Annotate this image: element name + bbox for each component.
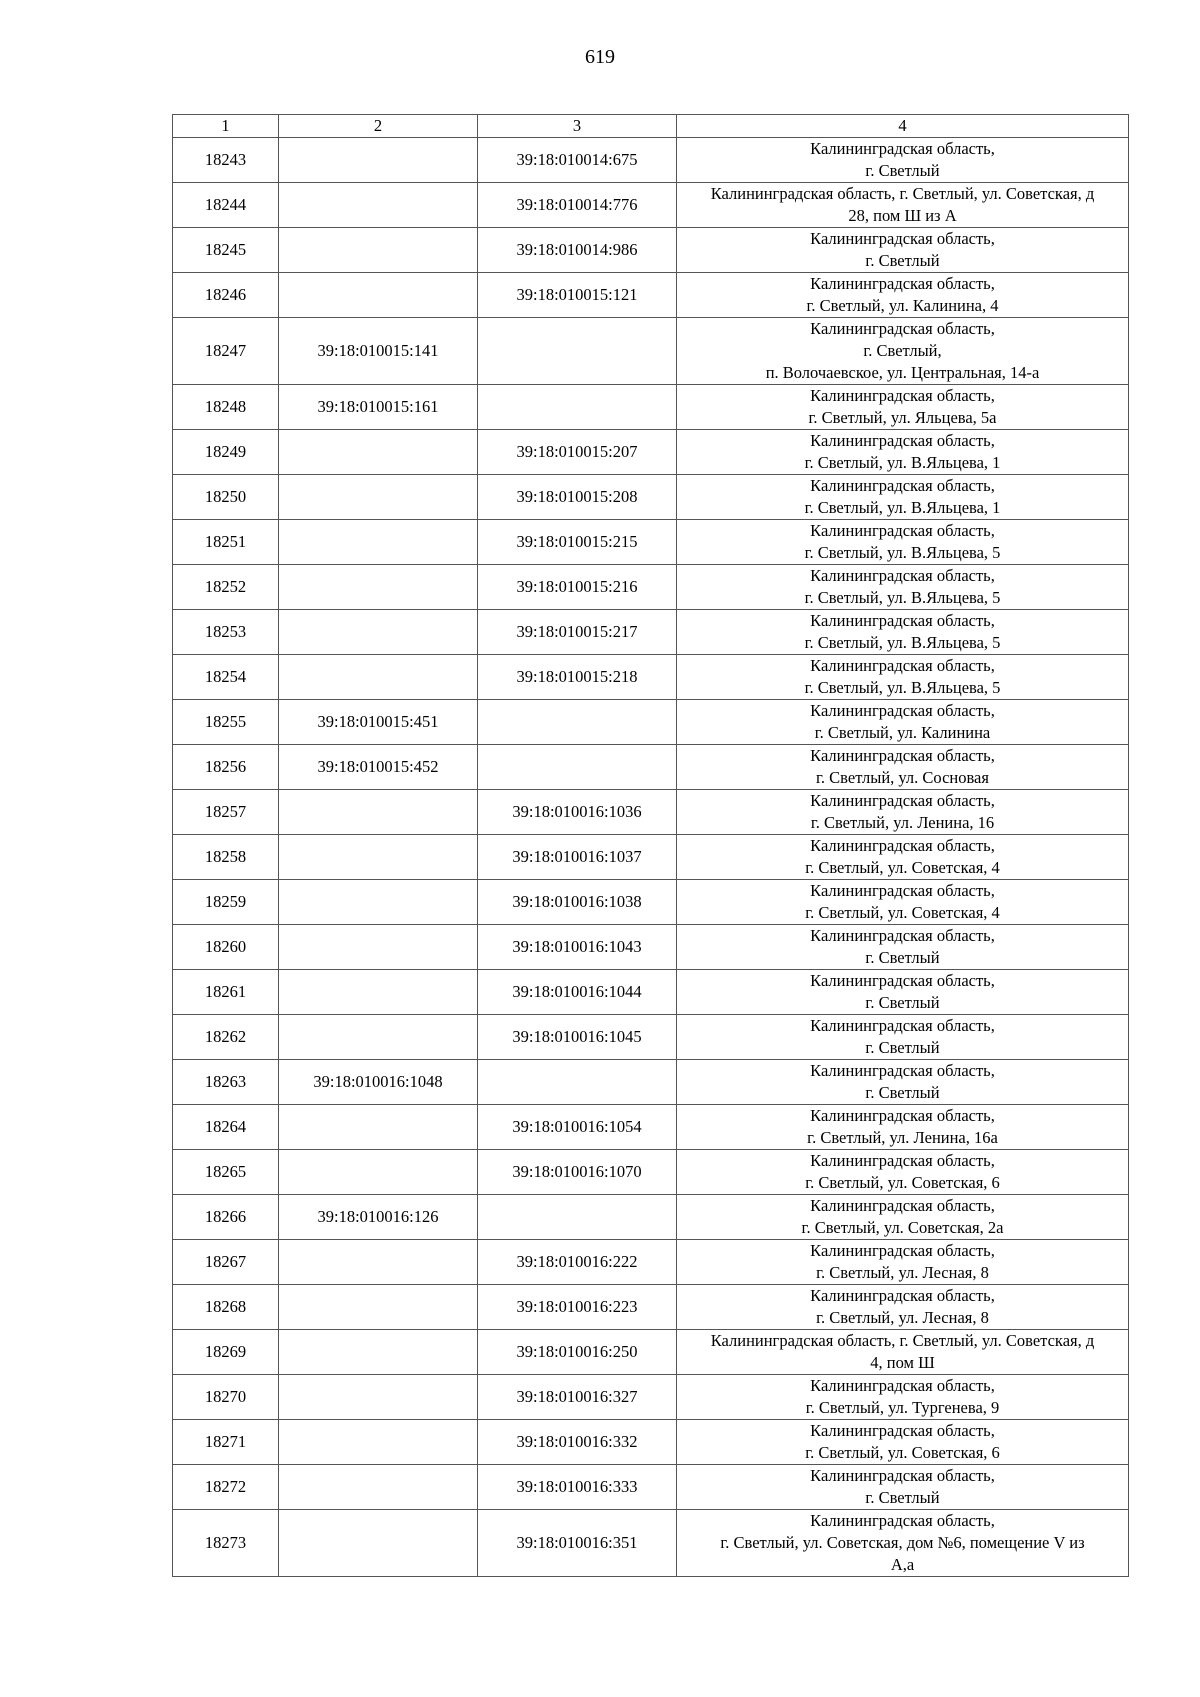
row-number: 18268 xyxy=(173,1285,279,1330)
row-number: 18249 xyxy=(173,430,279,475)
table-row xyxy=(173,880,1129,925)
row-number: 18244 xyxy=(173,183,279,228)
address: Калининградская область, г. Светлый, ул. Советская, 6 xyxy=(677,1420,1129,1465)
cadastral-number-col2 xyxy=(279,880,478,925)
table-row xyxy=(173,655,1129,700)
page-number: 619 xyxy=(585,46,615,68)
cadastral-number-col3: 39:18:010015:216 xyxy=(478,565,677,610)
cadastral-number-col2 xyxy=(279,520,478,565)
cadastral-number-col2 xyxy=(279,1015,478,1060)
cadastral-number-col3 xyxy=(478,1195,677,1240)
table-row xyxy=(173,700,1129,745)
address: Калининградская область, г. Светлый, ул. Ленина, 16а xyxy=(677,1105,1129,1150)
row-number: 18260 xyxy=(173,925,279,970)
table-row xyxy=(173,273,1129,318)
table-row xyxy=(173,745,1129,790)
cadastral-number-col2 xyxy=(279,475,478,520)
cadastral-number-col3: 39:18:010016:351 xyxy=(478,1510,677,1577)
table-row xyxy=(173,790,1129,835)
address: Калининградская область, г. Светлый, ул. Калинина, 4 xyxy=(677,273,1129,318)
row-number: 18273 xyxy=(173,1510,279,1577)
cadastral-number-col2 xyxy=(279,1510,478,1577)
cadastral-number-col3: 39:18:010015:208 xyxy=(478,475,677,520)
cadastral-number-col2 xyxy=(279,610,478,655)
row-number: 18266 xyxy=(173,1195,279,1240)
table-row xyxy=(173,1330,1129,1375)
cadastral-number-col3: 39:18:010015:218 xyxy=(478,655,677,700)
cadastral-number-col3: 39:18:010016:1070 xyxy=(478,1150,677,1195)
cadastral-number-col3: 39:18:010016:223 xyxy=(478,1285,677,1330)
row-number: 18243 xyxy=(173,138,279,183)
row-number: 18270 xyxy=(173,1375,279,1420)
cadastral-number-col3: 39:18:010015:121 xyxy=(478,273,677,318)
cadastral-number-col3 xyxy=(478,700,677,745)
cadastral-number-col3: 39:18:010016:1044 xyxy=(478,970,677,1015)
cadastral-number-col2 xyxy=(279,1285,478,1330)
address: Калининградская область, г. Светлый, ул. Ленина, 16 xyxy=(677,790,1129,835)
cadastral-number-col2 xyxy=(279,790,478,835)
cadastral-number-col3 xyxy=(478,745,677,790)
cadastral-number-col3: 39:18:010016:1037 xyxy=(478,835,677,880)
table-row xyxy=(173,1150,1129,1195)
cadastral-number-col2 xyxy=(279,1105,478,1150)
cadastral-number-col2: 39:18:010015:452 xyxy=(279,745,478,790)
address: Калининградская область, г. Светлый, ул. Советская, д 4, пом Ш xyxy=(677,1330,1129,1375)
row-number: 18262 xyxy=(173,1015,279,1060)
cadastral-number-col3: 39:18:010016:1054 xyxy=(478,1105,677,1150)
table-row xyxy=(173,475,1129,520)
table-row xyxy=(173,385,1129,430)
table-row xyxy=(173,430,1129,475)
row-number: 18269 xyxy=(173,1330,279,1375)
cadastral-number-col2: 39:18:010016:1048 xyxy=(279,1060,478,1105)
cadastral-number-col3: 39:18:010014:776 xyxy=(478,183,677,228)
cadastral-number-col2: 39:18:010015:141 xyxy=(279,318,478,385)
cadastral-number-col3: 39:18:010016:1038 xyxy=(478,880,677,925)
cadastral-number-col3 xyxy=(478,1060,677,1105)
row-number: 18271 xyxy=(173,1420,279,1465)
table-row xyxy=(173,1240,1129,1285)
table-body xyxy=(173,138,1129,1577)
address: Калининградская область, г. Светлый, ул. Советская, д 28, пом Ш из А xyxy=(677,183,1129,228)
row-number: 18263 xyxy=(173,1060,279,1105)
row-number: 18267 xyxy=(173,1240,279,1285)
table-row xyxy=(173,1015,1129,1060)
row-number: 18255 xyxy=(173,700,279,745)
address: Калининградская область, г. Светлый, ул. Советская, 2а xyxy=(677,1195,1129,1240)
table-row xyxy=(173,565,1129,610)
table-row xyxy=(173,318,1129,385)
address: Калининградская область, г. Светлый, ул. Советская, 4 xyxy=(677,835,1129,880)
table-row xyxy=(173,610,1129,655)
cadastral-number-col2 xyxy=(279,925,478,970)
table-row xyxy=(173,970,1129,1015)
address: Калининградская область, г. Светлый xyxy=(677,228,1129,273)
cadastral-number-col2 xyxy=(279,1240,478,1285)
row-number: 18256 xyxy=(173,745,279,790)
table-row xyxy=(173,835,1129,880)
column-header-4: 4 xyxy=(677,115,1129,138)
address: Калининградская область, г. Светлый xyxy=(677,1465,1129,1510)
cadastral-number-col2 xyxy=(279,1150,478,1195)
table-row xyxy=(173,1420,1129,1465)
cadastral-number-col2 xyxy=(279,835,478,880)
cadastral-number-col3: 39:18:010016:332 xyxy=(478,1420,677,1465)
cadastral-number-col2: 39:18:010016:126 xyxy=(279,1195,478,1240)
cadastral-number-col3: 39:18:010016:333 xyxy=(478,1465,677,1510)
row-number: 18265 xyxy=(173,1150,279,1195)
cadastral-number-col2 xyxy=(279,1330,478,1375)
cadastral-number-col3: 39:18:010016:1045 xyxy=(478,1015,677,1060)
cadastral-number-col3: 39:18:010015:215 xyxy=(478,520,677,565)
row-number: 18253 xyxy=(173,610,279,655)
cadastral-number-col3: 39:18:010015:207 xyxy=(478,430,677,475)
row-number: 18245 xyxy=(173,228,279,273)
address: Калининградская область, г. Светлый xyxy=(677,1060,1129,1105)
address: Калининградская область, г. Светлый, ул. Лесная, 8 xyxy=(677,1240,1129,1285)
cadastral-number-col3: 39:18:010016:1043 xyxy=(478,925,677,970)
row-number: 18246 xyxy=(173,273,279,318)
table-row xyxy=(173,925,1129,970)
address: Калининградская область, г. Светлый, ул. Советская, 4 xyxy=(677,880,1129,925)
address: Калининградская область, г. Светлый xyxy=(677,1015,1129,1060)
address: Калининградская область, г. Светлый xyxy=(677,925,1129,970)
cadastral-number-col3: 39:18:010016:1036 xyxy=(478,790,677,835)
column-header-1: 1 xyxy=(173,115,279,138)
cadastral-number-col2 xyxy=(279,565,478,610)
column-header-2: 2 xyxy=(279,115,478,138)
cadastral-number-col3: 39:18:010016:222 xyxy=(478,1240,677,1285)
cadastral-number-col2: 39:18:010015:161 xyxy=(279,385,478,430)
row-number: 18257 xyxy=(173,790,279,835)
row-number: 18248 xyxy=(173,385,279,430)
cadastral-number-col2 xyxy=(279,655,478,700)
cadastral-number-col2 xyxy=(279,430,478,475)
row-number: 18254 xyxy=(173,655,279,700)
row-number: 18251 xyxy=(173,520,279,565)
address: Калининградская область, г. Светлый, ул. В.Яльцева, 5 xyxy=(677,565,1129,610)
address: Калининградская область, г. Светлый, ул. Лесная, 8 xyxy=(677,1285,1129,1330)
cadastral-number-col3: 39:18:010016:250 xyxy=(478,1330,677,1375)
address: Калининградская область, г. Светлый, ул. Калинина xyxy=(677,700,1129,745)
cadastral-number-col3: 39:18:010014:986 xyxy=(478,228,677,273)
cadastral-number-col2 xyxy=(279,1420,478,1465)
cadastral-number-col2: 39:18:010015:451 xyxy=(279,700,478,745)
row-number: 18261 xyxy=(173,970,279,1015)
cadastral-number-col3: 39:18:010015:217 xyxy=(478,610,677,655)
address: Калининградская область, г. Светлый, ул. В.Яльцева, 1 xyxy=(677,475,1129,520)
row-number: 18259 xyxy=(173,880,279,925)
table-row xyxy=(173,520,1129,565)
row-number: 18258 xyxy=(173,835,279,880)
cadastral-number-col2 xyxy=(279,1375,478,1420)
cadastral-number-col2 xyxy=(279,183,478,228)
cadastral-number-col3: 39:18:010016:327 xyxy=(478,1375,677,1420)
address: Калининградская область, г. Светлый, ул. Тургенева, 9 xyxy=(677,1375,1129,1420)
table-row xyxy=(173,1375,1129,1420)
cadastral-number-col2 xyxy=(279,970,478,1015)
table-row xyxy=(173,228,1129,273)
cadastral-number-col2 xyxy=(279,1465,478,1510)
address: Калининградская область, г. Светлый, п. Волочаевское, ул. Центральная, 14-а xyxy=(677,318,1129,385)
cadastral-number-col3 xyxy=(478,385,677,430)
table-row xyxy=(173,183,1129,228)
table-row xyxy=(173,1465,1129,1510)
cadastral-number-col3: 39:18:010014:675 xyxy=(478,138,677,183)
table-row xyxy=(173,1195,1129,1240)
table-row xyxy=(173,1105,1129,1150)
cadastral-table xyxy=(172,114,1129,1577)
table-row xyxy=(173,1510,1129,1577)
address: Калининградская область, г. Светлый xyxy=(677,970,1129,1015)
row-number: 18272 xyxy=(173,1465,279,1510)
row-number: 18250 xyxy=(173,475,279,520)
table-row xyxy=(173,1285,1129,1330)
row-number: 18252 xyxy=(173,565,279,610)
row-number: 18264 xyxy=(173,1105,279,1150)
address: Калининградская область, г. Светлый, ул. В.Яльцева, 5 xyxy=(677,610,1129,655)
address: Калининградская область, г. Светлый, ул. Советская, дом №6, помещение V из А,а xyxy=(677,1510,1129,1577)
address: Калининградская область, г. Светлый, ул. В.Яльцева, 5 xyxy=(677,655,1129,700)
address: Калининградская область, г. Светлый, ул. Советская, 6 xyxy=(677,1150,1129,1195)
address: Калининградская область, г. Светлый, ул. Сосновая xyxy=(677,745,1129,790)
cadastral-number-col2 xyxy=(279,138,478,183)
cadastral-number-col3 xyxy=(478,318,677,385)
address: Калининградская область, г. Светлый, ул. В.Яльцева, 5 xyxy=(677,520,1129,565)
address: Калининградская область, г. Светлый xyxy=(677,138,1129,183)
address: Калининградская область, г. Светлый, ул. В.Яльцева, 1 xyxy=(677,430,1129,475)
row-number: 18247 xyxy=(173,318,279,385)
cadastral-number-col2 xyxy=(279,273,478,318)
address: Калининградская область, г. Светлый, ул. Яльцева, 5а xyxy=(677,385,1129,430)
column-header-3: 3 xyxy=(478,115,677,138)
header-row xyxy=(173,115,1129,138)
table-row xyxy=(173,1060,1129,1105)
cadastral-number-col2 xyxy=(279,228,478,273)
table-row xyxy=(173,138,1129,183)
